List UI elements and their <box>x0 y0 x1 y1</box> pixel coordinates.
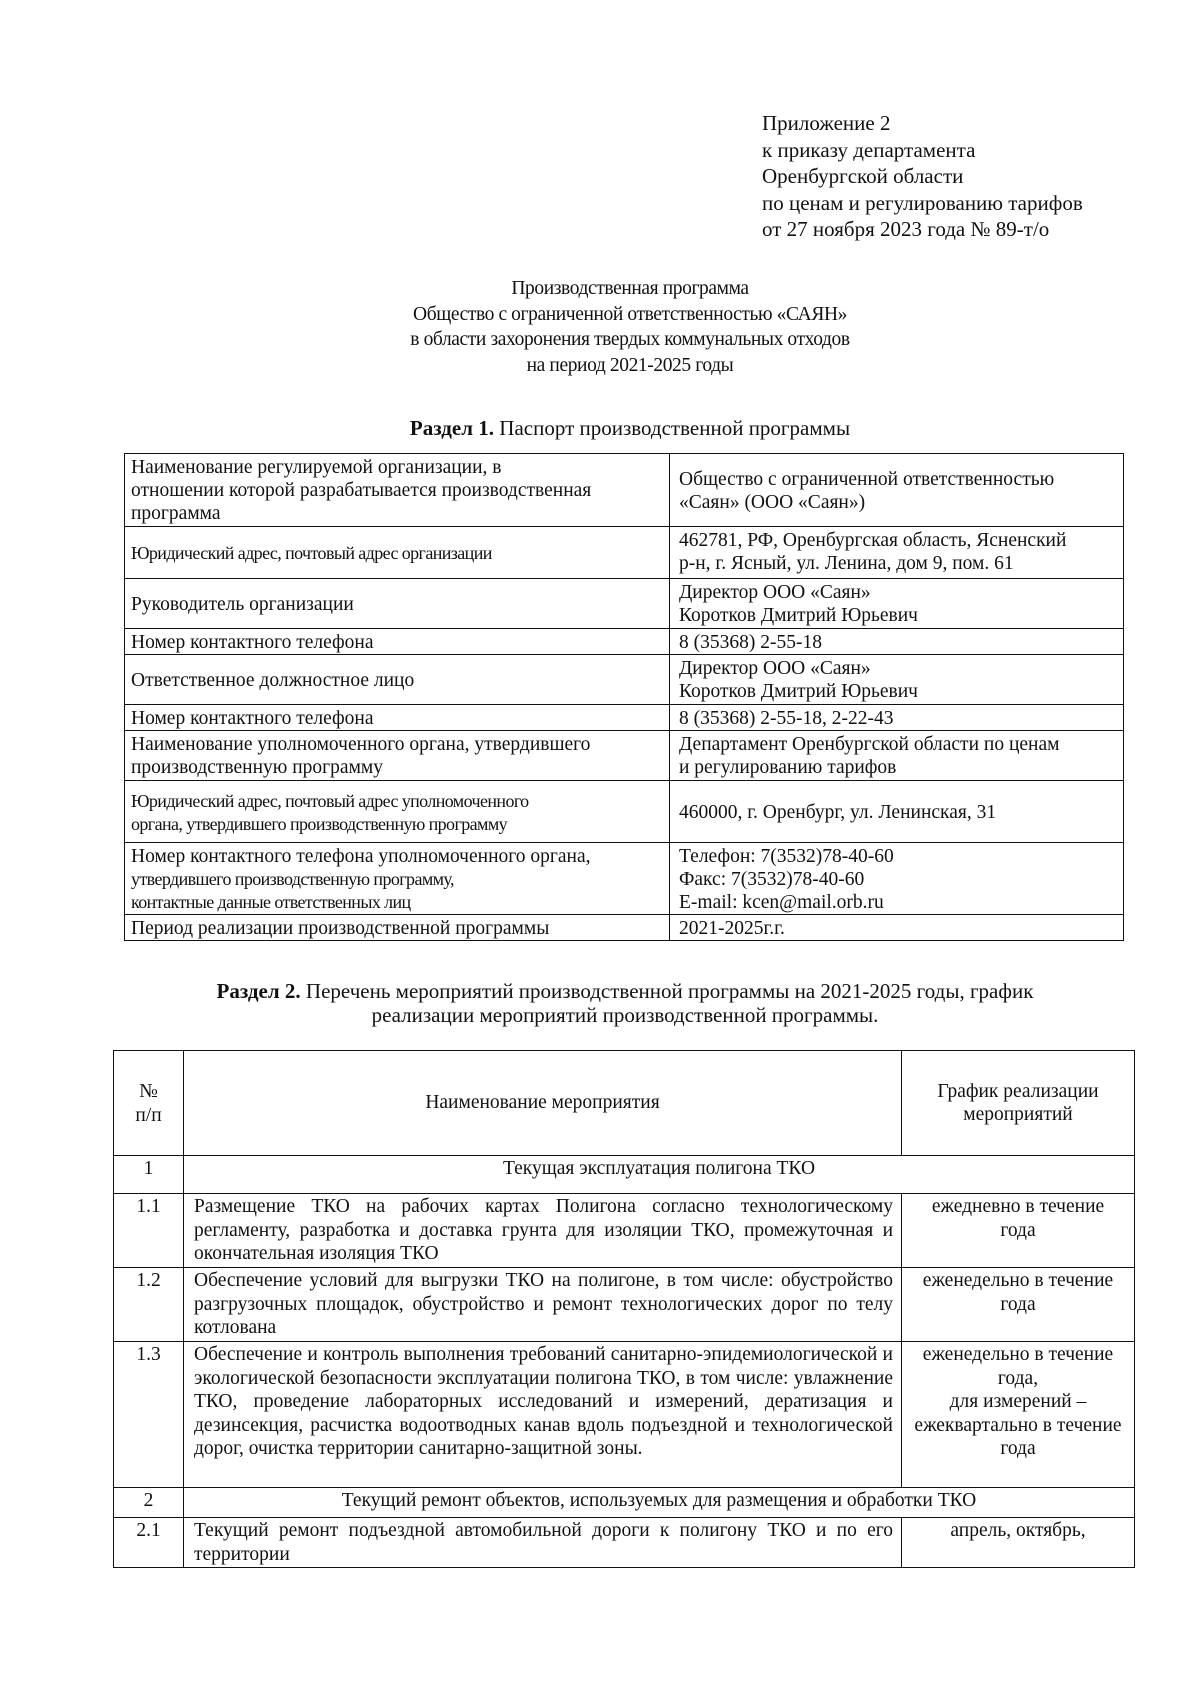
table-header-row <box>114 1051 1135 1156</box>
row-number: 1 <box>114 1156 184 1194</box>
appendix-line: от 27 ноября 2023 года № 89-т/о <box>762 217 1050 241</box>
schedule-line: года, <box>997 1367 1039 1389</box>
table-row <box>125 915 1124 941</box>
schedule-line: для измерений – <box>949 1391 1087 1412</box>
schedule-line: еженедельно в течение <box>922 1270 1114 1291</box>
title-line: в области захоронения твердых коммунальных отходов <box>410 329 850 350</box>
section2-heading <box>120 979 1130 1027</box>
row-number: 1.3 <box>114 1342 184 1488</box>
cell-line: отношении которой разрабатывается производственная <box>131 480 592 501</box>
appendix-line: Приложение 2 <box>762 111 891 135</box>
table-row <box>114 1268 1135 1342</box>
schedule-line: ежеквартально в течение <box>914 1414 1122 1436</box>
table-row <box>125 705 1124 731</box>
cell-line: Наименование регулируемой организации, в <box>131 457 502 478</box>
schedule-line: года <box>1000 1438 1036 1459</box>
table-cell <box>125 527 670 579</box>
header-line: п/п <box>135 1104 162 1126</box>
schedule-line: года <box>1000 1293 1036 1315</box>
cell-line: Коротков Дмитрий Юрьевич <box>679 605 918 626</box>
table-row <box>114 1488 1135 1518</box>
document-title <box>200 276 1060 378</box>
table-row <box>114 1342 1135 1488</box>
header-line: мероприятий <box>963 1104 1073 1125</box>
cell-line: Директор ООО «Саян» <box>679 658 871 679</box>
cell-line: Коротков Дмитрий Юрьевич <box>679 681 918 702</box>
table-cell <box>670 781 1124 843</box>
activity-name: Обеспечение и контроль выполнения требований санитарно-эпидемиологической и экологической безопасности эксплуатации полигона ТКО, в том числе: увлажнение ТКО, проведение лабораторных исследований и измерений, дератизация и дезинсекция, расчистка водоотводных канав вдоль подъездной и технологической дорог, очистка территории санитарно-защитной зоны. <box>184 1342 902 1488</box>
cell-line: контактные данные ответственных лиц <box>131 892 411 912</box>
cell-line: Директор ООО «Саян» <box>679 582 871 603</box>
section2-title-line1: Перечень мероприятий производственной программы на 2021-2025 годы, график <box>300 979 1034 1003</box>
row-number: 1.2 <box>114 1268 184 1342</box>
table-cell <box>670 705 1124 731</box>
table-cell <box>670 731 1124 781</box>
schedule-line: года <box>1000 1219 1036 1241</box>
section1-label: Раздел 1. <box>409 416 495 440</box>
table-row <box>125 731 1124 781</box>
cell-line: Факс: 7(3532)78-40-60 <box>679 869 865 890</box>
cell-line: программа <box>131 503 221 524</box>
section1-title: Паспорт производственной программы <box>494 416 851 440</box>
header-line: № <box>139 1081 158 1102</box>
cell-line: и регулированию тарифов <box>679 757 897 778</box>
header-line: График реализации <box>937 1080 1099 1102</box>
table-row <box>114 1518 1135 1568</box>
activity-name: Текущий ремонт подъездной автомобильной дороги к полигону ТКО и по его территории <box>184 1518 902 1568</box>
activity-schedule <box>902 1194 1135 1268</box>
group-title: Текущий ремонт объектов, используемых для размещения и обработки ТКО <box>184 1488 1135 1518</box>
table-cell <box>125 843 670 915</box>
cell-line: 8 (35368) 2-55-18, 2-22-43 <box>679 708 894 729</box>
cell-line: E-mail: kcen@mail.orb.ru <box>679 892 884 913</box>
table-cell <box>125 915 670 941</box>
table-row <box>114 1194 1135 1268</box>
cell-line: Общество с ограниченной ответственностью <box>679 469 1055 490</box>
cell-line: Номер контактного телефона <box>131 708 374 729</box>
cell-line: Департамент Оренбургской области по ценам <box>679 734 1060 755</box>
activity-schedule <box>902 1268 1135 1342</box>
cell-line: Период реализации производственной программы <box>131 918 550 939</box>
cell-line: Телефон: 7(3532)78-40-60 <box>679 846 894 867</box>
passport-table <box>124 453 1124 941</box>
header-cell-schedule <box>902 1051 1135 1156</box>
table-cell <box>670 454 1124 527</box>
title-line: на период 2021-2025 годы <box>526 354 734 376</box>
appendix-line: по ценам и регулированию тарифов <box>762 190 1083 215</box>
cell-line: 8 (35368) 2-55-18 <box>679 632 822 653</box>
cell-line: Руководитель организации <box>131 594 354 615</box>
cell-line: производственную программу <box>131 757 384 778</box>
table-cell <box>125 731 670 781</box>
cell-line: 462781, РФ, Оренбургская область, Ясненский <box>679 530 1067 551</box>
schedule-line: апрель, октябрь, <box>950 1520 1086 1541</box>
activity-schedule <box>902 1342 1135 1488</box>
table-row <box>125 655 1124 705</box>
table-row <box>125 579 1124 629</box>
table-cell <box>670 655 1124 705</box>
section1-heading <box>200 416 1060 440</box>
group-title: Текущая эксплуатация полигона ТКО <box>184 1156 1135 1194</box>
table-cell <box>125 629 670 655</box>
header-cell-number <box>114 1051 184 1156</box>
cell-line: Юридический адрес, почтовый адрес организации <box>131 543 492 563</box>
table-cell <box>125 454 670 527</box>
row-number: 2.1 <box>114 1518 184 1568</box>
table-row <box>114 1156 1135 1194</box>
table-cell <box>670 579 1124 629</box>
cell-line: р-н, г. Ясный, ул. Ленина, дом 9, пом. 61 <box>679 553 1014 574</box>
table-row <box>125 629 1124 655</box>
cell-line: Номер контактного телефона <box>131 632 374 653</box>
cell-line: Ответственное должностное лицо <box>131 670 415 691</box>
schedule-line: ежедневно в течение <box>931 1196 1105 1217</box>
cell-line: Номер контактного телефона уполномоченного органа, <box>131 846 591 867</box>
row-number: 1.1 <box>114 1194 184 1268</box>
appendix-reference <box>762 110 1083 243</box>
title-line: Производственная программа <box>511 278 749 299</box>
cell-line: «Саян» (ООО «Саян») <box>679 492 866 513</box>
cell-line: 460000, г. Оренбург, ул. Ленинская, 31 <box>679 802 997 823</box>
section2-label: Раздел 2. <box>216 979 301 1003</box>
appendix-line: Оренбургской области <box>762 164 964 188</box>
cell-line: Юридический адрес, почтовый адрес уполномоченного <box>131 790 529 811</box>
table-cell <box>670 843 1124 915</box>
table-cell <box>670 915 1124 941</box>
schedule-line: еженедельно в течение <box>922 1344 1114 1365</box>
header-cell-name: Наименование мероприятия <box>184 1051 902 1156</box>
table-cell <box>670 527 1124 579</box>
table-cell <box>125 705 670 731</box>
cell-line: утвердившего производственную программу, <box>131 869 454 889</box>
table-row <box>125 454 1124 527</box>
table-cell <box>125 781 670 843</box>
cell-line: органа, утвердившего производственную программу <box>131 813 508 834</box>
cell-line: Наименование уполномоченного органа, утвердившего <box>131 734 591 755</box>
table-row <box>125 843 1124 915</box>
table-cell <box>125 579 670 629</box>
table-cell <box>670 629 1124 655</box>
appendix-line: к приказу департамента <box>762 137 976 162</box>
table-row <box>125 527 1124 579</box>
title-line: Общество с ограниченной ответственностью «САЯН» <box>413 303 847 325</box>
row-number: 2 <box>114 1488 184 1518</box>
activities-table <box>113 1050 1135 1568</box>
activity-schedule <box>902 1518 1135 1568</box>
cell-line: 2021-2025г.г. <box>679 918 785 939</box>
table-row <box>125 781 1124 843</box>
activity-name: Размещение ТКО на рабочих картах Полигона согласно технологическому регламенту, разработка и доставка грунта для изоляции ТКО, промежуточная и окончательная изоляция ТКО <box>184 1194 902 1268</box>
activity-name: Обеспечение условий для выгрузки ТКО на полигоне, в том числе: обустройство разгрузочных площадок, обустройство и ремонт технологических дорог по телу котлована <box>184 1268 902 1342</box>
section2-title-line2: реализации мероприятий производственной программы. <box>371 1003 879 1027</box>
table-cell <box>125 655 670 705</box>
